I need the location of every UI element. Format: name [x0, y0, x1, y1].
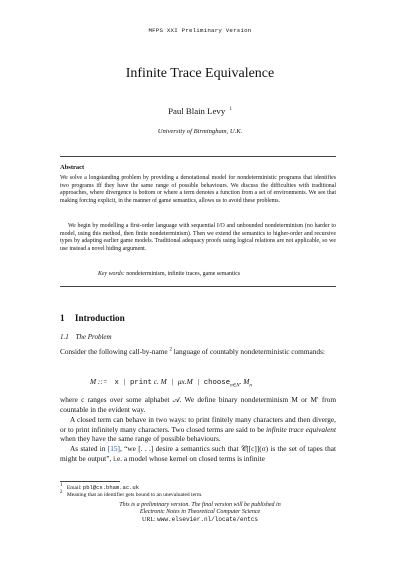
subsection-title: The Problem — [75, 333, 112, 341]
abstract-paragraph-2: We begin by modelling a first-order language with sequential I/O and unbounded nondeterminism (no harder to model, using this method, then finite nondeterminism). Then we extend the semantics to higher-order and recursive types by adapting earlier game models. Traditional adequacy proofs using logical relations are not applicable, so we use instead a novel hiding argument. — [60, 223, 336, 253]
formula-x: x — [114, 379, 119, 387]
footnote-mark-2[interactable]: 2 — [169, 347, 172, 353]
footnote-2-mark: 2 — [60, 490, 63, 496]
keywords-line — [98, 271, 240, 277]
formula-bar-3: | — [197, 377, 199, 386]
intro-p4-after: , “we [. . .] desire a semantics such that 𝒞[[c]](σ) is the set of tapes that might be output”, i.e. a model whose kernel on closed terms is infinite — [60, 444, 336, 463]
formula-print: print — [130, 379, 152, 387]
formula-lhs: M ::= — [90, 377, 108, 386]
notice-line-2: Electronic Notes in Theoretical Computer Science — [139, 509, 261, 515]
section-title: Introduction — [74, 313, 125, 323]
footnote-rule — [60, 481, 120, 482]
notice-url-label: URL: — [142, 517, 156, 523]
running-head: MFPS XXI Preliminary Version — [148, 27, 252, 34]
footnote-1-label: Email: — [66, 485, 82, 491]
footnote-2-text: Meaning that an identifier gets bound to an unevaluated term. — [66, 492, 203, 498]
keywords-text: nondeterminism, infinite traces, game semantics — [126, 271, 241, 277]
intro-p1-after: language of countably nondeterministic commands: — [171, 347, 325, 356]
intro-paragraph-4 — [60, 444, 336, 463]
section-number: 1 — [60, 313, 65, 323]
grammar-formula — [90, 377, 252, 388]
intro-p3-after: when they have the same range of possible behaviours. — [60, 434, 221, 444]
formula-choose-subscript: n∈N — [230, 383, 240, 389]
author-name: Paul Blain Levy — [168, 106, 226, 116]
intro-paragraph-2: where c ranges over some alphabet 𝒜. We define binary nondeterminism M or M′ from countable in the evident way. — [60, 395, 336, 414]
abstract-bottom-rule — [60, 286, 336, 287]
formula-mu: μx.M — [177, 377, 193, 386]
notice-url[interactable]: www.elsevier.nl/locate/entcs — [157, 516, 258, 523]
abstract-paragraph-1: We solve a longstanding problem by providing a denotational model for nondeterministic programs that identifies two programs iff they have the same range of possible behaviours. We discuss the difficulties with traditional approaches, where divergence is bottom or where a term denotes a function from a set of environments. We see that making forcing explicit, in the manner of game semantics, allows us to avoid these problems. — [60, 175, 336, 205]
abstract-top-rule — [60, 156, 336, 157]
affiliation: University of Birmingham, U.K. — [157, 128, 243, 135]
intro-p3-emphasis: infinite trace equivalent — [266, 424, 336, 434]
subsection-heading — [60, 333, 112, 341]
formula-bar-1: | — [123, 377, 126, 386]
intro-paragraph-3 — [60, 415, 336, 444]
footnote-1 — [60, 484, 139, 491]
notice-url-line — [0, 516, 400, 523]
intro-paragraph-1 — [60, 347, 336, 357]
subsection-number: 1.1 — [60, 333, 69, 341]
formula-c-dot-m: c. M — [153, 377, 167, 386]
keywords-label: Key words: — [98, 271, 125, 277]
notice-line-1: This is a preliminary version. The final version will be published in — [119, 502, 281, 508]
abstract-heading: Abstract — [60, 164, 85, 171]
formula-mn: . M — [239, 377, 250, 386]
author-line — [0, 106, 400, 116]
intro-p3-before: A closed term can behave in two ways: to print finitely many characters and then diverge, or to print infinitely many characters. Two closed terms are said to be — [60, 415, 336, 434]
author-footnote-mark[interactable]: 1 — [229, 107, 232, 113]
section-heading — [60, 313, 125, 323]
footnote-1-mark: 1 — [60, 483, 63, 489]
intro-p1-before: Consider the following call-by-name — [60, 347, 168, 356]
formula-mn-subscript: n — [249, 383, 252, 389]
footnote-2 — [60, 492, 203, 498]
paper-title: Infinite Trace Equivalence — [125, 66, 275, 81]
intro-p4-before: As stated in — [70, 444, 108, 453]
citation-link[interactable]: [15] — [107, 444, 120, 453]
formula-choose: choose — [203, 379, 231, 387]
formula-bar-2: | — [171, 377, 174, 386]
footnote-1-email[interactable]: pbl@cs.bham.ac.uk — [82, 484, 140, 491]
